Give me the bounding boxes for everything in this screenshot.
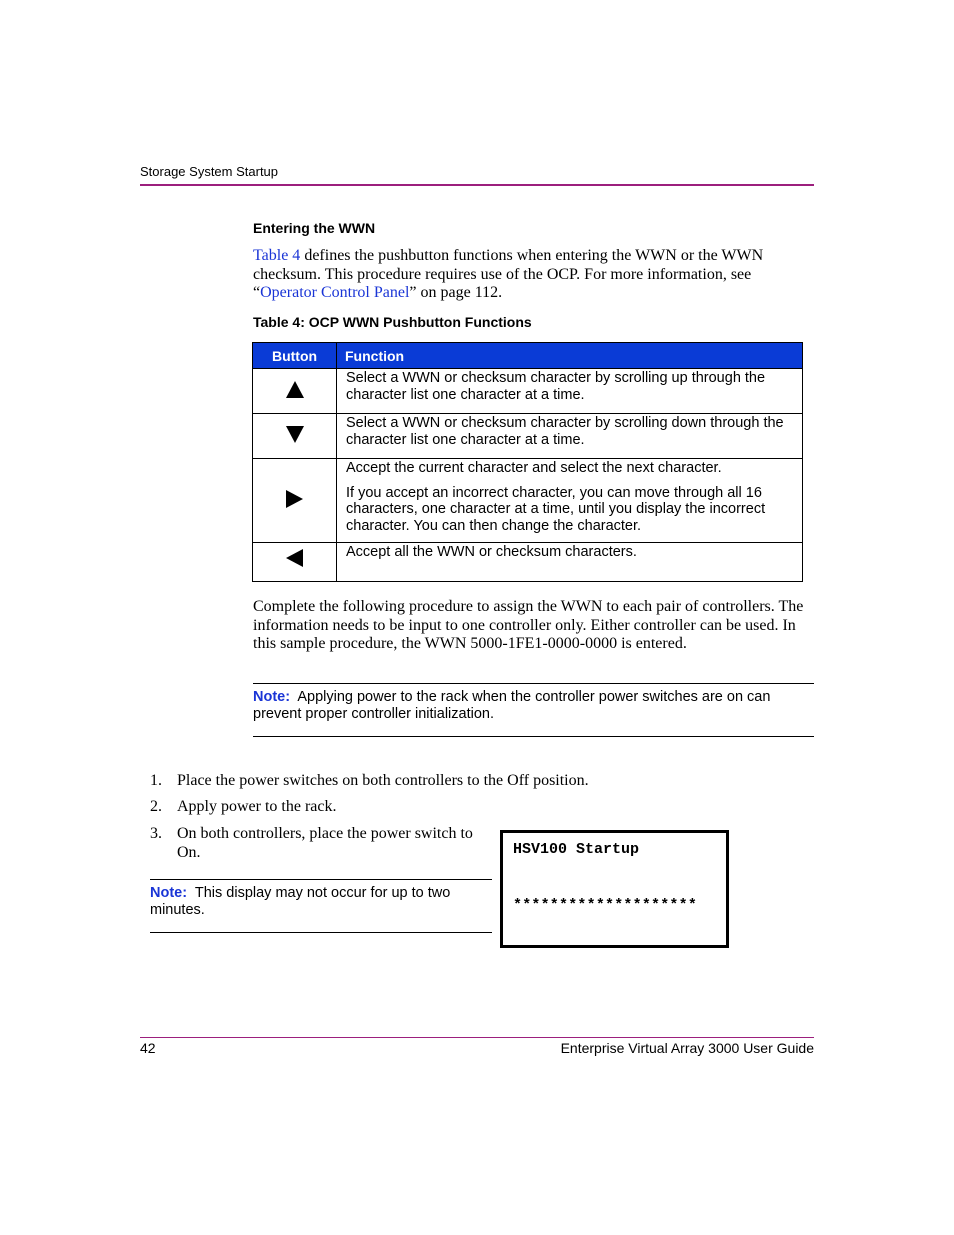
note-text: Applying power to the rack when the controller power switches are on can prevent proper controller initialization. xyxy=(253,689,771,722)
footer-doc-title: Enterprise Virtual Array 3000 User Guide xyxy=(560,1040,814,1056)
table-row xyxy=(253,459,803,543)
table-caption: Table 4: OCP WWN Pushbutton Functions xyxy=(253,314,532,330)
intro-text-2: ” on page 112. xyxy=(409,284,503,302)
ocp-pushbutton-table xyxy=(252,342,803,582)
procedure-intro: Complete the following procedure to assign the WWN to each pair of controllers. The information needs to be input to one controller only. Either controller can be used. In this sample procedure, the WWN 5000-1FE1-0000-0000 is entered. xyxy=(253,598,804,653)
note-display-delay xyxy=(150,885,480,919)
function-text: Select a WWN or checksum character by scrolling up through the character list one character at a time. xyxy=(346,370,766,403)
step-number: 3. xyxy=(150,825,162,842)
function-text: Accept the current character and select the next character. xyxy=(346,460,722,476)
section-heading: Entering the WWN xyxy=(253,220,376,236)
function-cell xyxy=(337,543,803,582)
intro-text-1: defines the pushbutton functions when entering the WWN or the WWN checksum. This procedure requires use of the OCP. For more information, see “ xyxy=(253,247,764,302)
table-row xyxy=(253,369,803,414)
right-arrow-icon xyxy=(286,490,303,508)
step-text: On both controllers, place the power switch to On. xyxy=(177,825,473,861)
function-text: Select a WWN or checksum character by scrolling down through the character list one character at a time. xyxy=(346,415,784,448)
step-text: Place the power switches on both controllers to the Off position. xyxy=(177,772,589,789)
step-number: 1. xyxy=(150,772,162,789)
table-row xyxy=(253,414,803,459)
table-4-link[interactable]: Table 4 xyxy=(253,247,301,264)
button-cell xyxy=(253,369,337,414)
down-arrow-icon xyxy=(286,426,304,443)
button-cell xyxy=(253,414,337,459)
function-text: Accept all the WWN or checksum characters. xyxy=(346,544,637,560)
note-text: This display may not occur for up to two minutes. xyxy=(150,885,451,918)
page-number: 42 xyxy=(140,1040,156,1056)
function-text: If you accept an incorrect character, you can move through all 16 characters, one character at a time, until you display the incorrect character. You can then change the character. xyxy=(346,484,766,534)
header-rule xyxy=(140,184,814,186)
footer-rule xyxy=(140,1037,814,1038)
step-text: Apply power to the rack. xyxy=(177,798,337,815)
operator-control-panel-link[interactable]: Operator Control Panel xyxy=(260,284,410,302)
note-top-rule xyxy=(253,683,814,684)
header-button: Button xyxy=(253,343,337,369)
table-header-row xyxy=(253,343,803,369)
function-cell xyxy=(337,459,803,543)
intro-paragraph xyxy=(253,247,813,303)
display-line-1: HSV100 Startup xyxy=(513,841,640,858)
button-cell xyxy=(253,543,337,582)
function-cell xyxy=(337,369,803,414)
note-label: Note: xyxy=(253,689,291,705)
function-cell xyxy=(337,414,803,459)
running-header: Storage System Startup xyxy=(140,164,279,179)
up-arrow-icon xyxy=(286,381,304,398)
display-line-2: ******************** xyxy=(513,897,698,914)
note-label: Note: xyxy=(150,885,188,901)
header-function: Function xyxy=(337,343,803,369)
note-top-rule xyxy=(150,879,492,880)
note-bottom-rule xyxy=(253,736,814,737)
table-row xyxy=(253,543,803,582)
left-arrow-icon xyxy=(286,549,303,567)
step-number: 2. xyxy=(150,798,162,815)
button-cell xyxy=(253,459,337,543)
note-power xyxy=(253,689,813,723)
ocp-display xyxy=(500,830,729,948)
note-bottom-rule xyxy=(150,932,492,933)
